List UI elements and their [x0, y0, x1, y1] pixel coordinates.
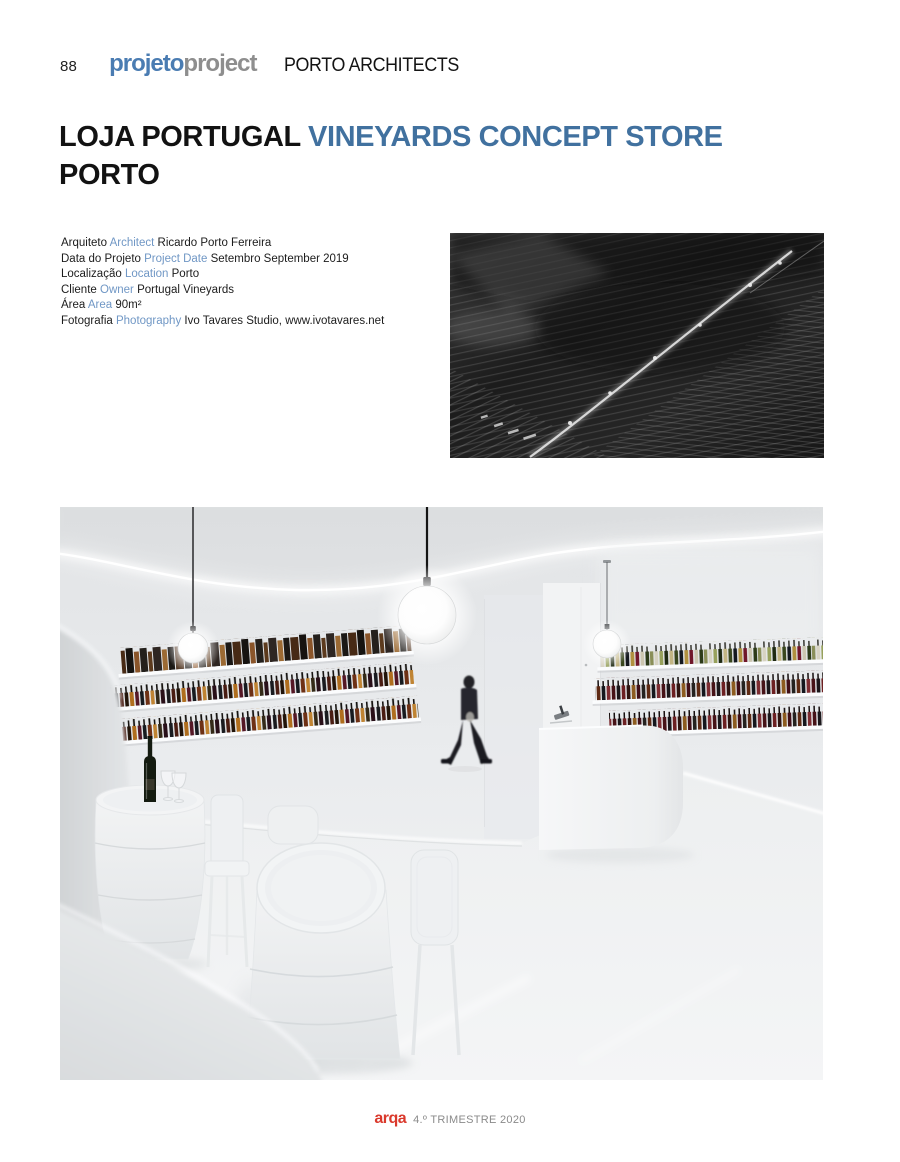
title-black: LOJA PORTUGAL: [59, 121, 301, 153]
detail-value: Portugal Vineyards: [137, 283, 235, 296]
detail-label-en: Owner: [100, 283, 134, 296]
detail-row-photography: [61, 314, 384, 330]
right-wall-highlight: [600, 547, 823, 647]
wordmark-projeto: projeto: [109, 50, 184, 77]
detail-value: 90m²: [115, 299, 142, 312]
detail-row-date: [61, 252, 384, 268]
detail-label-pt: Localização: [61, 268, 122, 281]
detail-label-en: Project Date: [144, 252, 208, 265]
stool-backrest: [268, 806, 318, 844]
wordmark-project: project: [183, 50, 257, 77]
project-details: [61, 236, 384, 330]
store-interior-illustration: [60, 507, 823, 1080]
globe-light: [593, 630, 621, 658]
detail-label-pt: Arquiteto: [61, 237, 108, 249]
project-title: [59, 118, 723, 194]
detail-label-en: Architect: [109, 237, 155, 249]
arqa-logo: arqa: [374, 1110, 407, 1127]
wall-recess: [484, 595, 544, 839]
vineyard-aerial-photo: [450, 233, 824, 458]
valley-shadow: [535, 283, 785, 373]
door-handle: [585, 664, 588, 667]
vineyard-aerial-illustration: [450, 233, 824, 458]
title-line-2: PORTO: [59, 159, 160, 191]
detail-value: Porto: [171, 268, 200, 281]
detail-value: Ricardo Porto Ferreira: [157, 237, 272, 249]
person-reflection: [448, 766, 482, 772]
detail-value: Setembro September 2019: [210, 252, 349, 265]
studio-name: PORTO ARCHITECTS: [284, 55, 460, 76]
detail-label-en: Photography: [115, 314, 182, 327]
detail-label-pt: Fotografia: [61, 314, 113, 327]
page-header: [60, 50, 471, 78]
store-interior-photo: [60, 507, 823, 1080]
section-wordmark: [109, 50, 256, 78]
detail-row-architect: [61, 236, 384, 252]
title-blue: VINEYARDS CONCEPT STORE: [308, 121, 723, 153]
detail-value: Ivo Tavares Studio, www.ivotavares.net: [184, 314, 385, 327]
globe-light: [398, 586, 456, 644]
detail-label-pt: Cliente: [61, 283, 97, 296]
globe-light: [178, 633, 208, 663]
detail-label-en: Area: [87, 299, 113, 312]
detail-label-en: Location: [124, 268, 169, 281]
detail-row-owner: [61, 283, 384, 299]
page-number: 88: [60, 58, 78, 75]
detail-row-location: [61, 267, 384, 283]
detail-row-area: [61, 298, 384, 314]
title-line-1: [59, 118, 723, 156]
detail-label-pt: Data do Projeto: [61, 252, 141, 265]
detail-label-pt: Área: [61, 299, 86, 312]
issue-label: 4.º TRIMESTRE 2020: [413, 1114, 526, 1126]
page-footer: [0, 1110, 900, 1128]
